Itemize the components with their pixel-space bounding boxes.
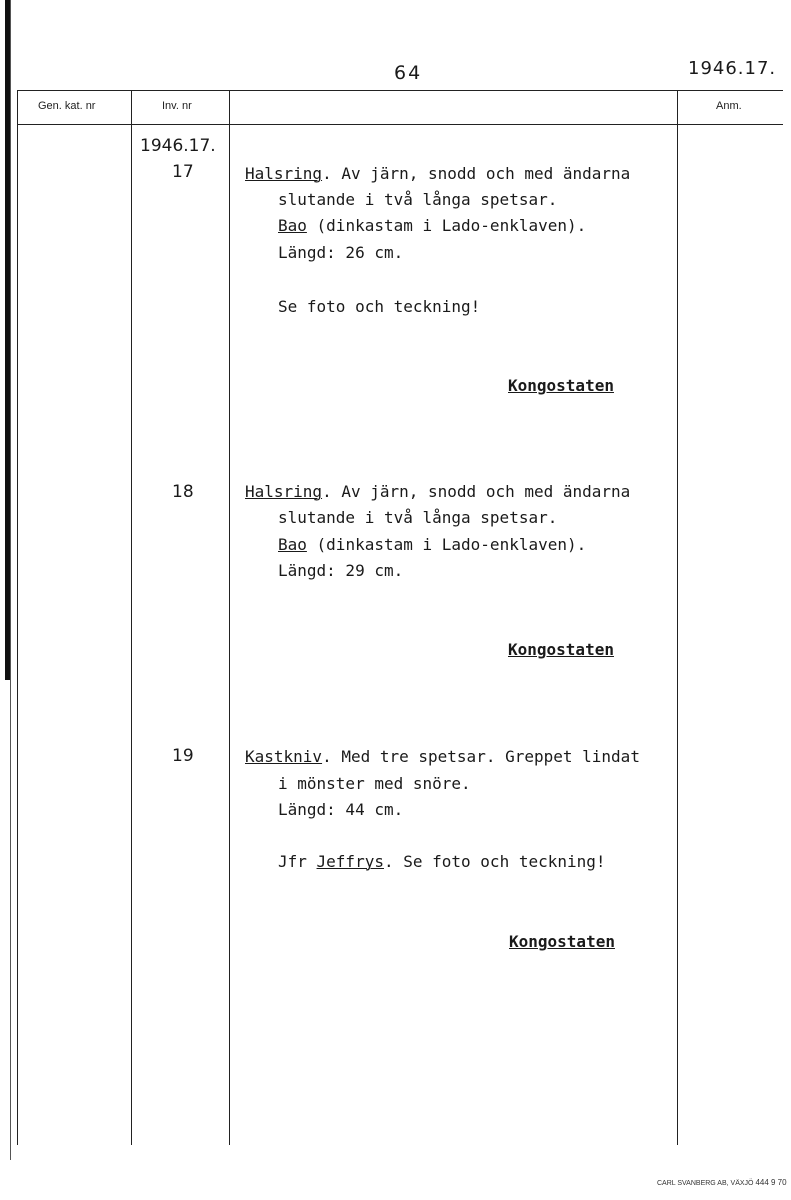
entry-17-line-3 xyxy=(278,216,586,235)
catalog-number-header: 1946.17. xyxy=(688,58,777,79)
column-divider-desc xyxy=(229,90,230,1145)
entry-18-line-1 xyxy=(245,482,630,501)
entry-18-desc-3: (dinkastam i Lado-enklaven). xyxy=(306,535,587,554)
entry-19-ref-post: . Se foto och teckning! xyxy=(383,852,606,871)
entry-19-desc-2: i mönster med snöre. xyxy=(278,774,471,793)
entry-19-desc-1: . Med tre spetsar. Greppet lindat xyxy=(322,747,640,766)
table-left-border xyxy=(17,90,18,1145)
entry-18-desc-1: . Av järn, snodd och med ändarna xyxy=(322,482,631,501)
entry-19-ref-pre: Jfr xyxy=(278,852,317,871)
entry-17-people: Bao xyxy=(278,216,307,235)
entry-19-line-4 xyxy=(278,852,606,871)
entry-17-desc-3: (dinkastam i Lado-enklaven). xyxy=(306,216,587,235)
column-divider-anm xyxy=(677,90,678,1145)
collection-id: 1946.17. xyxy=(140,136,216,156)
column-header-inv: Inv. nr xyxy=(162,100,192,112)
entry-17-region: Kongostaten xyxy=(508,376,614,395)
entry-18-length: Längd: 29 cm. xyxy=(278,561,404,580)
entry-18-desc-2: slutande i två långa spetsar. xyxy=(278,508,558,527)
inv-number-18: 18 xyxy=(172,482,194,502)
inv-number-19: 19 xyxy=(172,746,194,766)
inv-number-17: 17 xyxy=(172,162,194,182)
entry-19-length: Längd: 44 cm. xyxy=(278,800,404,819)
entry-17-length: Längd: 26 cm. xyxy=(278,243,404,262)
entry-18-object-name: Halsring xyxy=(245,482,323,501)
entry-18-people: Bao xyxy=(278,535,307,554)
entry-17-note: Se foto och teckning! xyxy=(278,297,481,316)
column-divider-inv xyxy=(131,90,132,1145)
entry-19-region: Kongostaten xyxy=(509,932,615,951)
entry-17-object-name: Halsring xyxy=(245,164,323,183)
entry-19-line-1 xyxy=(245,747,640,766)
entry-19-ref-name: Jeffrys xyxy=(316,852,384,871)
entry-17-desc-2: slutande i två långa spetsar. xyxy=(278,190,558,209)
footer-printer: CARL SVANBERG AB, VÄXJÖ xyxy=(657,1180,754,1187)
entry-17-line-1 xyxy=(245,164,630,183)
printer-footer xyxy=(657,1178,787,1187)
column-header-anm: Anm. xyxy=(716,100,742,112)
entry-18-region: Kongostaten xyxy=(508,640,614,659)
entry-18-line-3 xyxy=(278,535,586,554)
column-header-gen-kat: Gen. kat. nr xyxy=(38,100,96,112)
page-number: 64 xyxy=(394,62,423,84)
footer-form-code: 444 9 70 xyxy=(755,1178,787,1187)
entry-17-desc-1: . Av järn, snodd och med ändarna xyxy=(322,164,631,183)
entry-19-object-name: Kastkniv xyxy=(245,747,323,766)
binding-edge-line xyxy=(10,0,11,1160)
